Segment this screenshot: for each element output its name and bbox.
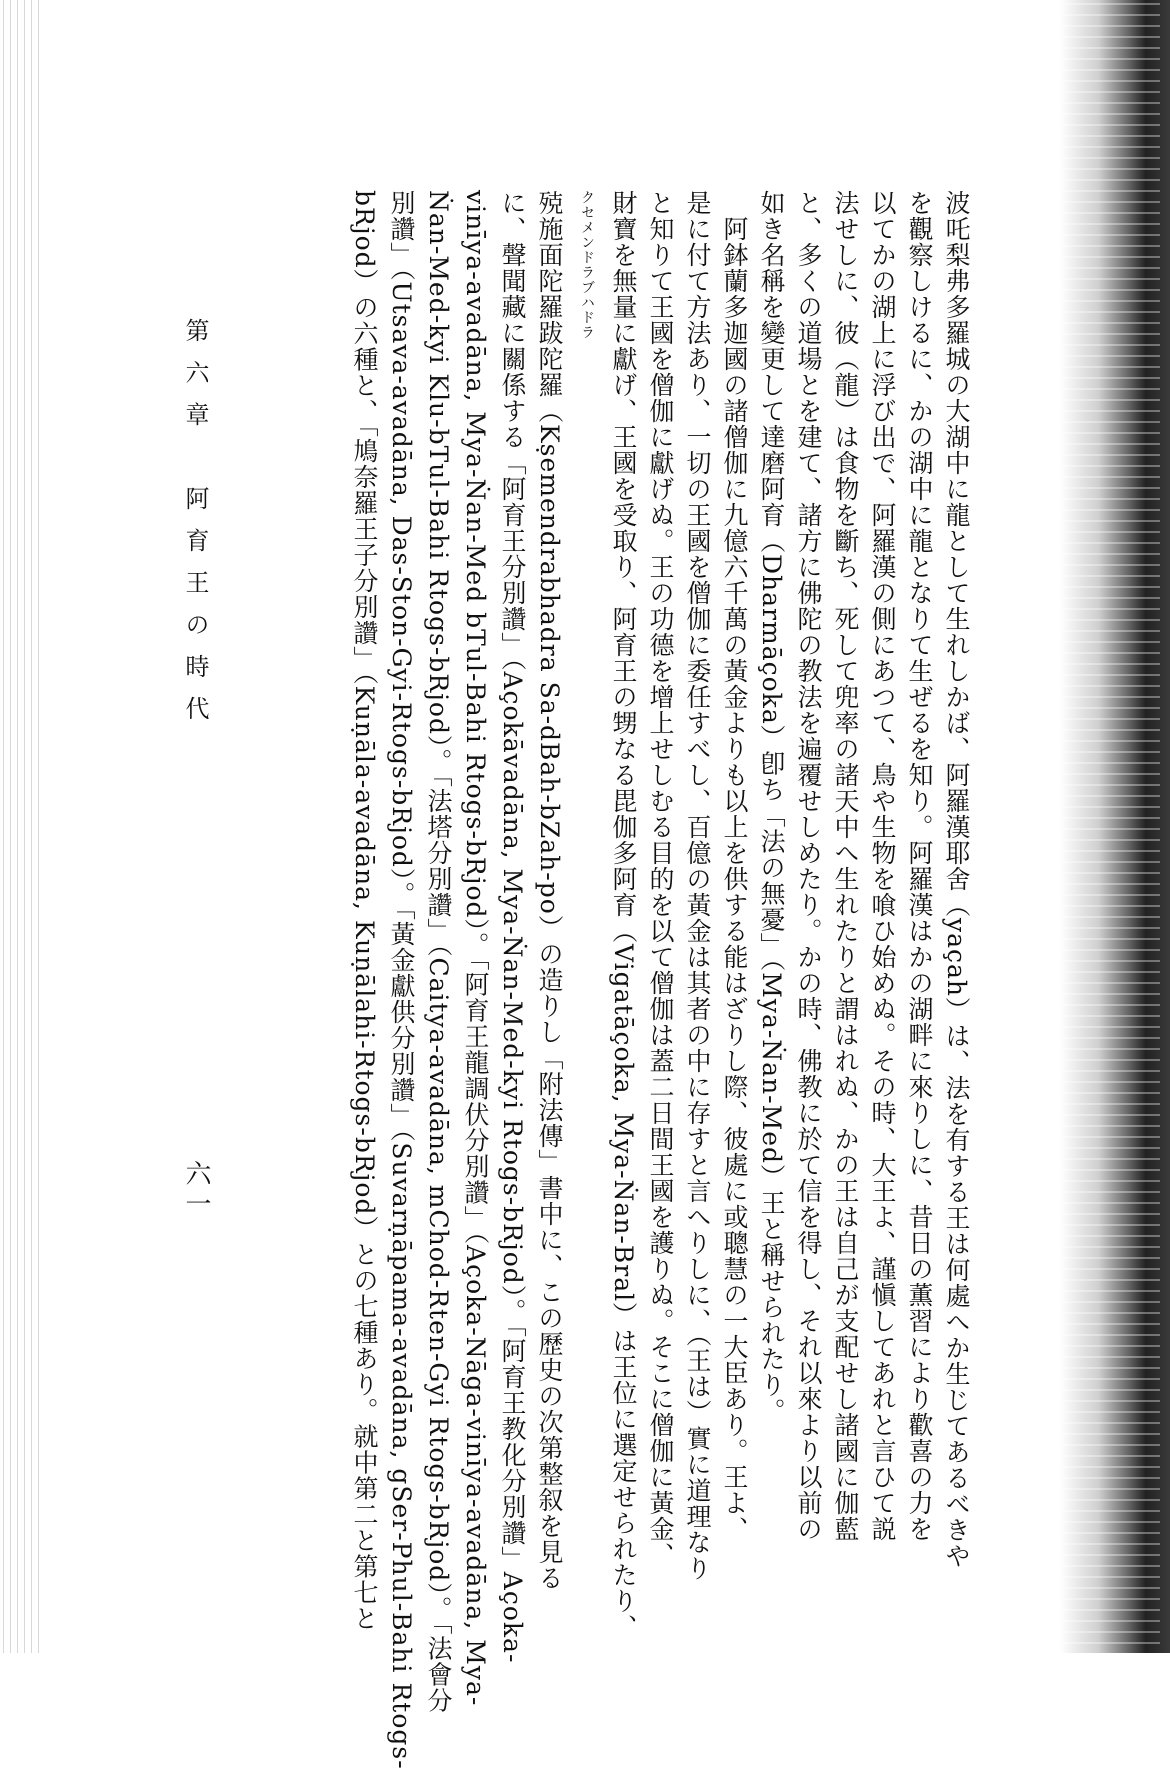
text-line: 以てかの湖上に浮び出で、阿羅漢の側にあつて、鳥や生物を喰ひ始めぬ。その時、大王よ、謹愼してあれと言ひて説 — [868, 190, 897, 1542]
text-line: 殑施面陀羅跋陀羅（Kṣemendrabhadra Sa-dBah-bZah-po）の造りし「附法傳」書中に、この歷史の次第整叙を見る — [535, 190, 564, 1591]
page-number: 六一 — [181, 1160, 211, 1220]
text-line: vinīya-avadāna, Mya-Ṅan-Med bTul-Bahi Rtogs-bRjod）。「阿育王龍調伏分別讚」（Açoka-Nāga-vinīya-avadāna, Mya- — [461, 190, 490, 1707]
gutter-texture — [1060, 0, 1160, 1653]
text-line: 如き名稱を變更して達磨阿育（Dharmāçoka）卽ち「法の無憂」（Mya-Ṅan-Med）王と稱せられたり。 — [757, 190, 786, 1425]
text-line: 波吒梨弗多羅城の大湖中に龍として生れしかば、阿羅漢耶舍（yaçah）は、法を有する王は何處へか生じてあるべきや — [942, 190, 971, 1570]
text-line: と、多くの道場とを建て、諸方に佛陀の教法を遍覆せしめたり。かの時、佛教に於て信を得し、それ以來より以前の — [794, 190, 823, 1542]
ruby-gloss: クセメンドラブハドラ — [579, 190, 595, 340]
text-line: に、聲聞藏に關係する「阿育王分別讚」（Açokāvadāna, Mya-Ṅan-Med-kyi Rtogs-bRjod）。「阿育王教化分別讚」Açoka- — [498, 190, 527, 1664]
text-line: bRjod）の六種と、「鳩奈羅王子分別讚」（Kuṇāla-avadāna, Kuṇālahi-Rtogs-bRjod）との七種あり。就中第二と第七と — [350, 190, 379, 1632]
text-line: 法せしに、彼（龍）は食物を斷ち、死して兜率の諸天中へ生れたりと謂はれぬ、かの王は自己が支配せし諸國に伽藍 — [831, 190, 860, 1542]
text-line: 財寶を無量に獻げ、王國を受取り、阿育王の甥なる毘伽多阿育（Vigatāçoka, Mya-Ṅan-Bral）は王位に選定せられたり、 — [609, 190, 638, 1641]
scan-edge-left — [0, 0, 40, 1653]
running-header: 第六章 阿育王の時代 — [181, 318, 209, 738]
text-line: 是に付て方法あり、一切の王國を僧伽に委任すべし、百億の黃金は其者の中に存すと言へりしに、（王は）實に道理なり — [683, 190, 712, 1582]
text-line: 阿鉢蘭多迦國の諸僧伽に九億六千萬の黃金よりも以上を供する能はざりし際、彼處に或聰慧の一大臣あり。王よ、 — [720, 190, 749, 1542]
text-line: 別讚」（Utsava-avadāna, Das-Ston-Gyi-Rtogs-bRjod）。「黃金獻供分別讚」（Suvarṇāpama-avadāna, gSer-Phul-Bahi Rtogs- — [387, 190, 416, 1770]
text-line: を觀察しけるに、かの湖中に龍となりて生ぜるを知り。阿羅漢はかの湖畔に來りしに、昔日の薫習により歡喜の力を — [905, 190, 934, 1542]
text-line: と知りて王國を僧伽に獻げぬ。王の功德を增上せしむる目的を以て僧伽は蓋二日間王國を護りぬ。そこに僧伽に黃金、 — [646, 190, 675, 1568]
page-body — [225, 190, 975, 1770]
text-line: Ṅan-Med-kyi Klu-bTul-Bahi Rtogs-bRjod）。「法塔分別讚」（Caitya-avadāna, mChod-Rten-Gyi Rtogs-bRjod）。「法會分 — [424, 190, 453, 1714]
